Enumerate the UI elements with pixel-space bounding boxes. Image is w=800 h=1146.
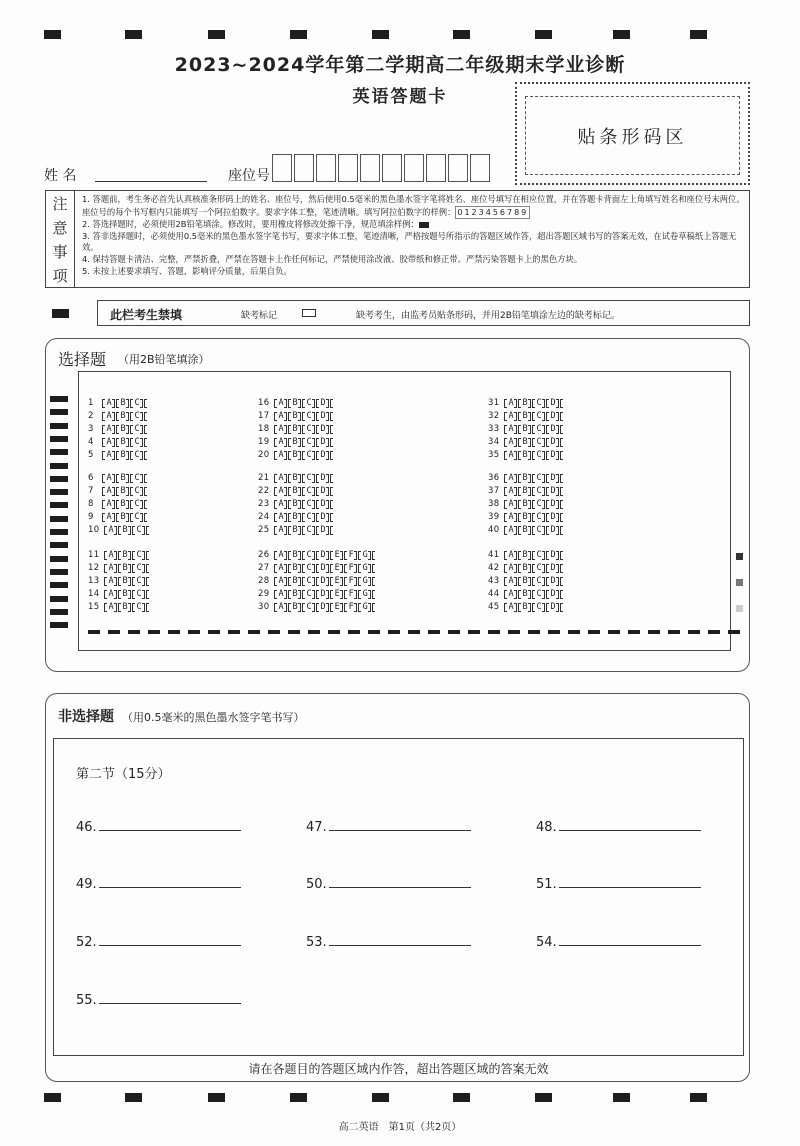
timing-dash bbox=[728, 630, 740, 634]
timing-dash bbox=[108, 630, 120, 634]
seat-label: 座位号 bbox=[228, 168, 270, 184]
timing-mark bbox=[50, 556, 68, 562]
option-bubbles[interactable]: ABCDEFG bbox=[274, 576, 377, 587]
option-bubbles[interactable]: ABC bbox=[102, 424, 149, 435]
name-label: 姓 名 bbox=[44, 168, 77, 184]
question-number: 7 bbox=[88, 485, 94, 496]
question-number: 32 bbox=[488, 410, 500, 421]
timing-dash bbox=[248, 630, 260, 634]
question-row bbox=[88, 473, 149, 484]
absent-timing-mark bbox=[52, 309, 69, 318]
option-bubbles[interactable]: ABC bbox=[104, 602, 151, 613]
timing-dash bbox=[348, 630, 360, 634]
blank-item bbox=[536, 935, 701, 950]
timing-mark bbox=[736, 605, 743, 612]
timing-mark bbox=[50, 476, 68, 482]
question-number: 26 bbox=[258, 550, 270, 560]
timing-mark bbox=[50, 436, 68, 442]
fill-sample-icon bbox=[419, 222, 429, 228]
notes-box bbox=[45, 190, 750, 288]
question-row bbox=[258, 576, 377, 587]
answer-area-warning: 请在各题目的答题区域内作答，超出答题区域的答案无效 bbox=[248, 1062, 549, 1076]
option-bubbles[interactable]: ABCD bbox=[274, 486, 335, 497]
option-bubbles[interactable]: ABCD bbox=[274, 499, 335, 510]
page-footer: 高二英语 第1页（共2页） bbox=[338, 1122, 462, 1133]
nonchoice-hint: （用0.5毫米的黑色墨水签字笔书写） bbox=[122, 711, 305, 724]
blank-item bbox=[306, 820, 471, 835]
option-bubbles[interactable]: ABCD bbox=[274, 525, 335, 536]
notes-heading-char: 意 bbox=[52, 218, 68, 237]
blank-number: 54. bbox=[536, 935, 557, 950]
option-bubbles[interactable]: ABC bbox=[102, 486, 149, 497]
question-number: 38 bbox=[488, 498, 500, 509]
seat-digit-box[interactable] bbox=[382, 154, 402, 182]
timing-mark bbox=[50, 609, 68, 615]
note-text: 2. 答选择题时，必须使用2B铅笔填涂。修改时，要用橡皮将修改处擦干净，规范填涂样例： bbox=[82, 219, 419, 230]
timing-dash bbox=[188, 630, 200, 634]
option-bubbles[interactable]: ABC bbox=[104, 550, 151, 561]
timing-mark bbox=[613, 1093, 630, 1102]
timing-mark bbox=[535, 1093, 552, 1102]
timing-dash bbox=[508, 630, 520, 634]
seat-digit-box[interactable] bbox=[294, 154, 314, 182]
option-bubbles[interactable]: ABC bbox=[102, 473, 149, 484]
question-row bbox=[488, 424, 565, 435]
blank-item bbox=[76, 877, 241, 892]
notes-heading-char: 项 bbox=[52, 266, 68, 285]
question-number: 44 bbox=[488, 588, 500, 599]
blank-item bbox=[536, 877, 701, 892]
question-row bbox=[488, 486, 565, 497]
question-row bbox=[88, 589, 151, 600]
question-row bbox=[258, 525, 335, 536]
timing-mark bbox=[50, 502, 68, 508]
question-number: 3 bbox=[88, 423, 94, 434]
choice-grid-box bbox=[78, 371, 731, 651]
question-number: 12 bbox=[88, 562, 100, 573]
timing-dash bbox=[208, 630, 220, 634]
question-number: 33 bbox=[488, 423, 500, 434]
timing-dash bbox=[368, 630, 380, 634]
question-number: 24 bbox=[258, 511, 270, 522]
question-number: 20 bbox=[258, 449, 270, 460]
option-bubbles[interactable]: ABCDEFG bbox=[274, 602, 377, 613]
timing-dash bbox=[568, 630, 580, 634]
option-bubbles[interactable]: ABC bbox=[102, 512, 149, 523]
blank-number: 53. bbox=[306, 935, 327, 950]
question-row bbox=[488, 589, 565, 600]
question-number: 36 bbox=[488, 473, 500, 483]
option-bubbles[interactable]: ABCD bbox=[274, 473, 335, 484]
question-row bbox=[88, 525, 151, 536]
section-label: 第二节（15分） bbox=[76, 767, 171, 782]
option-bubbles[interactable]: ABCD bbox=[274, 450, 335, 461]
note-item: 4. 保持答题卡清洁、完整，严禁折叠，严禁在答题卡上作任何标记，严禁使用涂改液、胶带纸和修正带。严禁污染答题卡上的黑色方块。 bbox=[82, 253, 583, 264]
absent-note: 缺考考生，由监考员贴条形码，并用2B铅笔填涂左边的缺考标记。 bbox=[356, 311, 620, 321]
timing-mark bbox=[453, 30, 470, 39]
question-row bbox=[258, 512, 335, 523]
absent-label: 缺考标记 bbox=[241, 311, 278, 321]
timing-mark bbox=[372, 1093, 389, 1102]
option-bubbles[interactable]: ABCD bbox=[504, 589, 565, 600]
timing-mark bbox=[453, 1093, 470, 1102]
timing-mark bbox=[50, 516, 68, 522]
blank-number: 50. bbox=[306, 877, 327, 892]
seat-digit-box[interactable] bbox=[360, 154, 380, 182]
question-row bbox=[88, 424, 149, 435]
question-number: 6 bbox=[88, 473, 94, 483]
question-number: 23 bbox=[258, 498, 270, 509]
timing-mark bbox=[690, 30, 707, 39]
option-bubbles[interactable]: ABCD bbox=[504, 473, 565, 484]
question-row bbox=[258, 499, 335, 510]
question-number: 15 bbox=[88, 601, 100, 612]
timing-dash bbox=[288, 630, 300, 634]
timing-dash bbox=[268, 630, 280, 634]
question-number: 22 bbox=[258, 485, 270, 496]
timing-dash bbox=[148, 630, 160, 634]
digit-sample: 0123456789 bbox=[455, 206, 530, 220]
question-row bbox=[258, 411, 335, 422]
option-bubbles[interactable]: ABC bbox=[104, 563, 151, 574]
name-field[interactable] bbox=[95, 181, 207, 182]
question-number: 10 bbox=[88, 524, 100, 535]
timing-mark bbox=[50, 463, 68, 469]
answer-line[interactable] bbox=[99, 1003, 241, 1004]
option-bubbles[interactable]: ABCD bbox=[504, 550, 565, 561]
option-bubbles[interactable]: ABC bbox=[102, 437, 149, 448]
seat-digit-box[interactable] bbox=[316, 154, 336, 182]
question-number: 34 bbox=[488, 436, 500, 447]
option-bubbles[interactable]: ABC bbox=[102, 450, 149, 461]
answer-line[interactable] bbox=[329, 830, 471, 831]
option-bubbles[interactable]: ABCD bbox=[504, 437, 565, 448]
note-text: 1. 答题前，考生务必首先认真核准条形码上的姓名、座位号，然后使用0.5毫米的黑色墨水签字笔将姓名、座位号填写在相应位置，并在答题卡背面左上角填写姓名和座位号末两位。座位号的每个书写框内只能填写一个阿拉伯数字。要求字体工整，笔迹清晰。填写阿拉伯数字的样例： bbox=[82, 194, 745, 217]
timing-mark bbox=[50, 569, 68, 575]
choice-section bbox=[45, 338, 750, 672]
option-bubbles[interactable]: ABCD bbox=[504, 398, 565, 409]
question-row bbox=[258, 589, 377, 600]
question-row bbox=[488, 473, 565, 484]
question-row bbox=[488, 563, 565, 574]
timing-dash bbox=[308, 630, 320, 634]
question-row bbox=[258, 424, 335, 435]
question-row bbox=[488, 602, 565, 613]
timing-mark bbox=[613, 30, 630, 39]
option-bubbles[interactable]: ABC bbox=[102, 411, 149, 422]
timing-mark bbox=[208, 1093, 225, 1102]
question-number: 8 bbox=[88, 498, 94, 509]
blank-number: 48. bbox=[536, 820, 557, 835]
question-row bbox=[488, 512, 565, 523]
timing-mark bbox=[690, 1093, 707, 1102]
question-number: 40 bbox=[488, 524, 500, 535]
timing-dash bbox=[628, 630, 640, 634]
question-row bbox=[488, 437, 565, 448]
choice-title: 选择题 bbox=[58, 350, 107, 369]
timing-mark bbox=[50, 622, 68, 628]
question-number: 2 bbox=[88, 410, 94, 421]
answer-line[interactable] bbox=[99, 830, 241, 831]
question-number: 29 bbox=[258, 588, 270, 599]
question-row bbox=[88, 576, 151, 587]
timing-dash bbox=[688, 630, 700, 634]
option-bubbles[interactable]: ABCD bbox=[504, 486, 565, 497]
timing-dash bbox=[608, 630, 620, 634]
question-number: 16 bbox=[258, 398, 270, 408]
absent-checkbox[interactable] bbox=[302, 309, 316, 317]
option-bubbles[interactable]: ABC bbox=[102, 398, 149, 409]
option-bubbles[interactable]: ABCD bbox=[504, 411, 565, 422]
question-row bbox=[88, 602, 151, 613]
question-row bbox=[88, 437, 149, 448]
timing-mark bbox=[50, 542, 68, 548]
question-number: 19 bbox=[258, 436, 270, 447]
question-row bbox=[258, 563, 377, 574]
timing-dash bbox=[388, 630, 400, 634]
timing-mark bbox=[50, 489, 68, 495]
question-row bbox=[258, 398, 335, 409]
option-bubbles[interactable]: ABC bbox=[104, 525, 151, 536]
question-number: 25 bbox=[258, 524, 270, 535]
question-row bbox=[88, 563, 151, 574]
option-bubbles[interactable]: ABC bbox=[104, 589, 151, 600]
blank-number: 46. bbox=[76, 820, 97, 835]
question-row bbox=[88, 450, 149, 461]
question-row bbox=[488, 398, 565, 409]
answer-line[interactable] bbox=[559, 830, 701, 831]
timing-dash bbox=[528, 630, 540, 634]
timing-dash bbox=[448, 630, 460, 634]
seat-digit-box[interactable] bbox=[470, 154, 490, 182]
option-bubbles[interactable]: ABCD bbox=[504, 525, 565, 536]
question-row bbox=[258, 473, 335, 484]
timing-mark bbox=[736, 553, 743, 560]
question-number: 42 bbox=[488, 562, 500, 573]
blank-item bbox=[76, 935, 241, 950]
seat-number-boxes[interactable] bbox=[272, 154, 492, 186]
question-row bbox=[258, 602, 377, 613]
timing-mark bbox=[50, 396, 68, 402]
seat-digit-box[interactable] bbox=[448, 154, 468, 182]
option-bubbles[interactable]: ABCD bbox=[504, 602, 565, 613]
exam-title: 2023~2024学年第二学期高二年级期末学业诊断 bbox=[174, 54, 626, 76]
option-bubbles[interactable]: ABCD bbox=[274, 424, 335, 435]
option-bubbles[interactable]: ABCD bbox=[504, 450, 565, 461]
question-number: 5 bbox=[88, 449, 94, 460]
question-row bbox=[488, 525, 565, 536]
answer-line[interactable] bbox=[99, 887, 241, 888]
option-bubbles[interactable]: ABCDEFG bbox=[274, 550, 377, 561]
timing-dash bbox=[328, 630, 340, 634]
nonchoice-title: 非选择题 bbox=[58, 709, 114, 725]
question-number: 13 bbox=[88, 575, 100, 586]
option-bubbles[interactable]: ABCD bbox=[504, 576, 565, 587]
question-row bbox=[258, 550, 377, 561]
question-number: 45 bbox=[488, 601, 500, 612]
answer-line[interactable] bbox=[559, 887, 701, 888]
note-item: 3. 答非选择题时，必须使用0.5毫米的黑色墨水签字笔书写，要求字体工整，笔迹清晰，严格按题号所指示的答题区域作答，超出答题区域书写的答案无效，在试卷草稿纸上答题无效。 bbox=[82, 230, 737, 253]
answer-line[interactable] bbox=[329, 945, 471, 946]
notes-list bbox=[82, 194, 745, 277]
note-item bbox=[82, 219, 745, 231]
option-bubbles[interactable]: ABCD bbox=[504, 512, 565, 523]
timing-dash bbox=[408, 630, 420, 634]
option-bubbles[interactable]: ABCD bbox=[504, 424, 565, 435]
timing-mark bbox=[290, 1093, 307, 1102]
option-bubbles[interactable]: ABC bbox=[102, 499, 149, 510]
question-number: 17 bbox=[258, 410, 270, 421]
blank-number: 55. bbox=[76, 993, 97, 1008]
blank-item bbox=[76, 820, 241, 835]
blank-number: 52. bbox=[76, 935, 97, 950]
question-row bbox=[88, 486, 149, 497]
notes-heading-char: 事 bbox=[52, 242, 68, 261]
answer-line[interactable] bbox=[559, 945, 701, 946]
option-bubbles[interactable]: ABCD bbox=[504, 563, 565, 574]
question-number: 27 bbox=[258, 562, 270, 573]
barcode-area bbox=[515, 82, 750, 185]
question-number: 4 bbox=[88, 436, 94, 447]
question-row bbox=[258, 437, 335, 448]
answer-line[interactable] bbox=[99, 945, 241, 946]
seat-digit-box[interactable] bbox=[404, 154, 424, 182]
question-number: 11 bbox=[88, 550, 100, 560]
option-bubbles[interactable]: ABCD bbox=[274, 512, 335, 523]
question-number: 43 bbox=[488, 575, 500, 586]
option-bubbles[interactable]: ABCD bbox=[274, 411, 335, 422]
blank-number: 51. bbox=[536, 877, 557, 892]
timing-dash bbox=[128, 630, 140, 634]
timing-mark bbox=[50, 596, 68, 602]
timing-mark bbox=[125, 1093, 142, 1102]
question-number: 35 bbox=[488, 449, 500, 460]
timing-mark bbox=[290, 30, 307, 39]
note-item bbox=[82, 194, 745, 219]
forbid-label: 此栏考生禁填 bbox=[110, 308, 183, 322]
timing-mark bbox=[50, 409, 68, 415]
blank-number: 47. bbox=[306, 820, 327, 835]
forbid-row bbox=[97, 300, 750, 326]
question-row bbox=[88, 512, 149, 523]
question-row bbox=[488, 576, 565, 587]
question-row bbox=[88, 411, 149, 422]
question-row bbox=[258, 450, 335, 461]
question-number: 37 bbox=[488, 485, 500, 496]
question-number: 31 bbox=[488, 398, 500, 408]
blank-item bbox=[536, 820, 701, 835]
blank-item bbox=[306, 935, 471, 950]
question-row bbox=[258, 486, 335, 497]
question-row bbox=[488, 450, 565, 461]
timing-dash bbox=[648, 630, 660, 634]
timing-mark bbox=[50, 529, 68, 535]
timing-mark bbox=[44, 30, 61, 39]
blank-item bbox=[306, 877, 471, 892]
question-number: 30 bbox=[258, 601, 270, 612]
timing-dash bbox=[588, 630, 600, 634]
question-number: 1 bbox=[88, 398, 94, 408]
timing-dash bbox=[548, 630, 560, 634]
question-row bbox=[488, 411, 565, 422]
timing-dash bbox=[168, 630, 180, 634]
timing-dash bbox=[428, 630, 440, 634]
option-bubbles[interactable]: ABC bbox=[104, 576, 151, 587]
question-number: 28 bbox=[258, 575, 270, 586]
choice-hint: （用2B铅笔填涂） bbox=[118, 353, 210, 366]
question-row bbox=[88, 398, 149, 409]
question-number: 41 bbox=[488, 550, 500, 560]
timing-mark bbox=[535, 30, 552, 39]
timing-dash bbox=[708, 630, 720, 634]
answer-line[interactable] bbox=[329, 887, 471, 888]
blank-item bbox=[76, 993, 241, 1008]
notes-heading-char: 注 bbox=[52, 194, 68, 213]
question-number: 18 bbox=[258, 423, 270, 434]
blank-number: 49. bbox=[76, 877, 97, 892]
note-item: 5. 未按上述要求填写、答题，影响评分质量，后果自负。 bbox=[82, 265, 292, 276]
option-bubbles[interactable]: ABCD bbox=[274, 398, 335, 409]
seat-digit-box[interactable] bbox=[272, 154, 292, 182]
timing-mark bbox=[372, 30, 389, 39]
question-number: 14 bbox=[88, 588, 100, 599]
question-number: 39 bbox=[488, 511, 500, 522]
question-row bbox=[488, 499, 565, 510]
timing-mark bbox=[50, 582, 68, 588]
option-bubbles[interactable]: ABCD bbox=[274, 437, 335, 448]
option-bubbles[interactable]: ABCDEFG bbox=[274, 589, 377, 600]
timing-mark bbox=[208, 30, 225, 39]
option-bubbles[interactable]: ABCD bbox=[504, 499, 565, 510]
question-number: 9 bbox=[88, 511, 94, 522]
notes-heading bbox=[46, 191, 75, 287]
seat-digit-box[interactable] bbox=[426, 154, 446, 182]
timing-dash bbox=[468, 630, 480, 634]
card-subtitle: 英语答题卡 bbox=[352, 87, 448, 107]
timing-dash bbox=[88, 630, 100, 634]
timing-dash bbox=[228, 630, 240, 634]
timing-mark bbox=[50, 423, 68, 429]
question-row bbox=[88, 550, 151, 561]
question-number: 21 bbox=[258, 473, 270, 483]
timing-mark bbox=[736, 579, 743, 586]
seat-digit-box[interactable] bbox=[338, 154, 358, 182]
timing-dash bbox=[668, 630, 680, 634]
timing-mark bbox=[50, 449, 68, 455]
timing-mark bbox=[125, 30, 142, 39]
option-bubbles[interactable]: ABCDEFG bbox=[274, 563, 377, 574]
nonchoice-answer-box bbox=[53, 738, 744, 1056]
question-row bbox=[88, 499, 149, 510]
barcode-label: 贴条形码区 bbox=[525, 96, 740, 175]
timing-dash bbox=[488, 630, 500, 634]
question-row bbox=[488, 550, 565, 561]
timing-mark bbox=[44, 1093, 61, 1102]
